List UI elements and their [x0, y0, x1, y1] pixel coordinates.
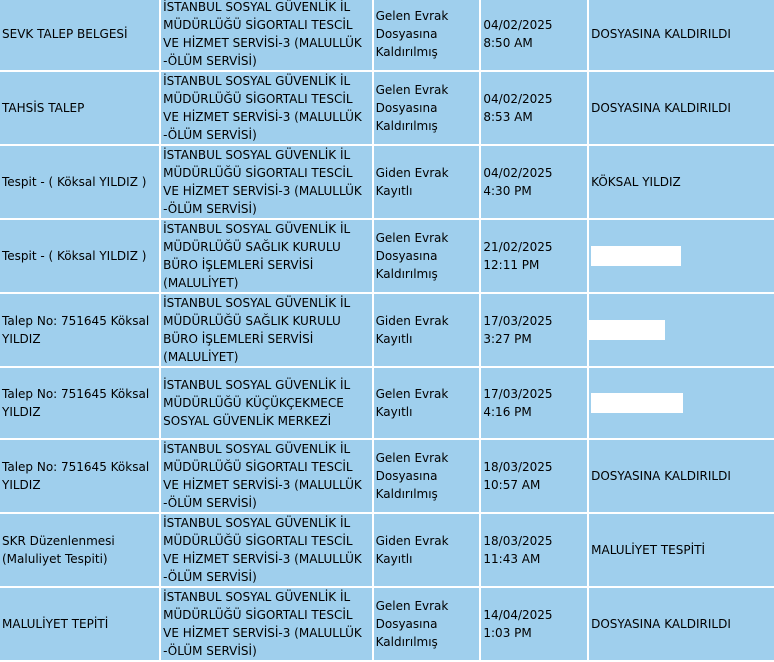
table-row	[0, 588, 774, 660]
date-text: 21/02/2025	[483, 240, 553, 254]
result-cell	[589, 294, 774, 366]
result-cell: DOSYASINA KALDIRILDI	[589, 588, 774, 660]
status-cell: Giden Evrak Kayıtlı	[374, 514, 480, 586]
unit-cell: İSTANBUL SOSYAL GÜVENLİK İL MÜDÜRLÜĞÜ SİGORTALI TESCİL VE HİZMET SERVİSİ-3 (MALULLÜK -ÖLÜM SERVİSİ)	[161, 588, 371, 660]
status-cell: Giden Evrak Kayıtlı	[374, 294, 480, 366]
date-text: 18/03/2025	[483, 460, 553, 474]
redaction-mark	[591, 246, 681, 266]
subject-cell: Tespit - ( Köksal YILDIZ )	[0, 146, 159, 218]
unit-cell: İSTANBUL SOSYAL GÜVENLİK İL MÜDÜRLÜĞÜ SİGORTALI TESCİL VE HİZMET SERVİSİ-3 (MALULLÜK -ÖLÜM SERVİSİ)	[161, 440, 371, 512]
status-cell: Gelen Evrak Kayıtlı	[374, 368, 480, 438]
result-cell: MALULİYET TESPİTİ	[589, 514, 774, 586]
unit-cell: İSTANBUL SOSYAL GÜVENLİK İL MÜDÜRLÜĞÜ SİGORTALI TESCİL VE HİZMET SERVİSİ-3 (MALULLÜK -ÖLÜM SERVİSİ)	[161, 72, 371, 144]
time-text: 11:43 AM	[483, 552, 541, 566]
table-row	[0, 294, 774, 366]
time-text: 10:57 AM	[483, 478, 541, 492]
subject-cell: SKR Düzenlenmesi (Maluliyet Tespiti)	[0, 514, 159, 586]
time-text: 3:27 PM	[483, 332, 532, 346]
status-cell: Gelen Evrak Dosyasına Kaldırılmış	[374, 440, 480, 512]
status-cell: Gelen Evrak Dosyasına Kaldırılmış	[374, 72, 480, 144]
table-row	[0, 220, 774, 292]
datetime-cell	[481, 72, 587, 144]
datetime-cell	[481, 294, 587, 366]
result-cell: KÖKSAL YILDIZ	[589, 146, 774, 218]
redaction-mark	[591, 393, 683, 413]
date-text: 04/02/2025	[483, 166, 553, 180]
time-text: 4:16 PM	[483, 405, 532, 419]
time-text: 12:11 PM	[483, 258, 540, 272]
status-cell: Giden Evrak Kayıtlı	[374, 146, 480, 218]
subject-cell: Tespit - ( Köksal YILDIZ )	[0, 220, 159, 292]
date-text: 04/02/2025	[483, 18, 553, 32]
table-row	[0, 514, 774, 586]
date-text: 04/02/2025	[483, 92, 553, 106]
time-text: 8:53 AM	[483, 110, 533, 124]
result-cell	[589, 220, 774, 292]
status-cell: Gelen Evrak Dosyasına Kaldırılmış	[374, 0, 480, 70]
datetime-cell	[481, 440, 587, 512]
datetime-cell	[481, 368, 587, 438]
result-cell	[589, 368, 774, 438]
subject-cell: Talep No: 751645 Köksal YILDIZ	[0, 294, 159, 366]
date-text: 18/03/2025	[483, 534, 553, 548]
table-row	[0, 0, 774, 70]
unit-cell: İSTANBUL SOSYAL GÜVENLİK İL MÜDÜRLÜĞÜ SAĞLIK KURULU BÜRO İŞLEMLERİ SERVİSİ (MALULİYET)	[161, 220, 371, 292]
status-cell: Gelen Evrak Dosyasına Kaldırılmış	[374, 220, 480, 292]
time-text: 4:30 PM	[483, 184, 532, 198]
datetime-cell	[481, 0, 587, 70]
date-text: 17/03/2025	[483, 314, 553, 328]
unit-cell: İSTANBUL SOSYAL GÜVENLİK İL MÜDÜRLÜĞÜ KÜÇÜKÇEKMECE SOSYAL GÜVENLİK MERKEZİ	[161, 368, 371, 438]
subject-cell: Talep No: 751645 Köksal YILDIZ	[0, 368, 159, 438]
subject-cell: TAHSİS TALEP	[0, 72, 159, 144]
date-text: 17/03/2025	[483, 387, 553, 401]
datetime-cell	[481, 146, 587, 218]
datetime-cell	[481, 220, 587, 292]
result-cell: DOSYASINA KALDIRILDI	[589, 72, 774, 144]
status-cell: Gelen Evrak Dosyasına Kaldırılmış	[374, 588, 480, 660]
time-text: 1:03 PM	[483, 626, 532, 640]
datetime-cell	[481, 514, 587, 586]
unit-cell: İSTANBUL SOSYAL GÜVENLİK İL MÜDÜRLÜĞÜ SAĞLIK KURULU BÜRO İŞLEMLERİ SERVİSİ (MALULİYET)	[161, 294, 371, 366]
unit-cell: İSTANBUL SOSYAL GÜVENLİK İL MÜDÜRLÜĞÜ SİGORTALI TESCİL VE HİZMET SERVİSİ-3 (MALULLÜK -ÖLÜM SERVİSİ)	[161, 514, 371, 586]
redaction-mark	[589, 320, 665, 340]
unit-cell: İSTANBUL SOSYAL GÜVENLİK İL MÜDÜRLÜĞÜ SİGORTALI TESCİL VE HİZMET SERVİSİ-3 (MALULLÜK -ÖLÜM SERVİSİ)	[161, 146, 371, 218]
datetime-cell	[481, 588, 587, 660]
table-row	[0, 146, 774, 218]
subject-cell: SEVK TALEP BELGESİ	[0, 0, 159, 70]
result-cell: DOSYASINA KALDIRILDI	[589, 440, 774, 512]
date-text: 14/04/2025	[483, 608, 553, 622]
subject-cell: Talep No: 751645 Köksal YILDIZ	[0, 440, 159, 512]
table-row	[0, 440, 774, 512]
table-row	[0, 368, 774, 438]
subject-cell: MALULİYET TEPİTİ	[0, 588, 159, 660]
result-cell: DOSYASINA KALDIRILDI	[589, 0, 774, 70]
table-row	[0, 72, 774, 144]
time-text: 8:50 AM	[483, 36, 533, 50]
unit-cell: İSTANBUL SOSYAL GÜVENLİK İL MÜDÜRLÜĞÜ SİGORTALI TESCİL VE HİZMET SERVİSİ-3 (MALULLÜK -ÖLÜM SERVİSİ)	[161, 0, 371, 70]
